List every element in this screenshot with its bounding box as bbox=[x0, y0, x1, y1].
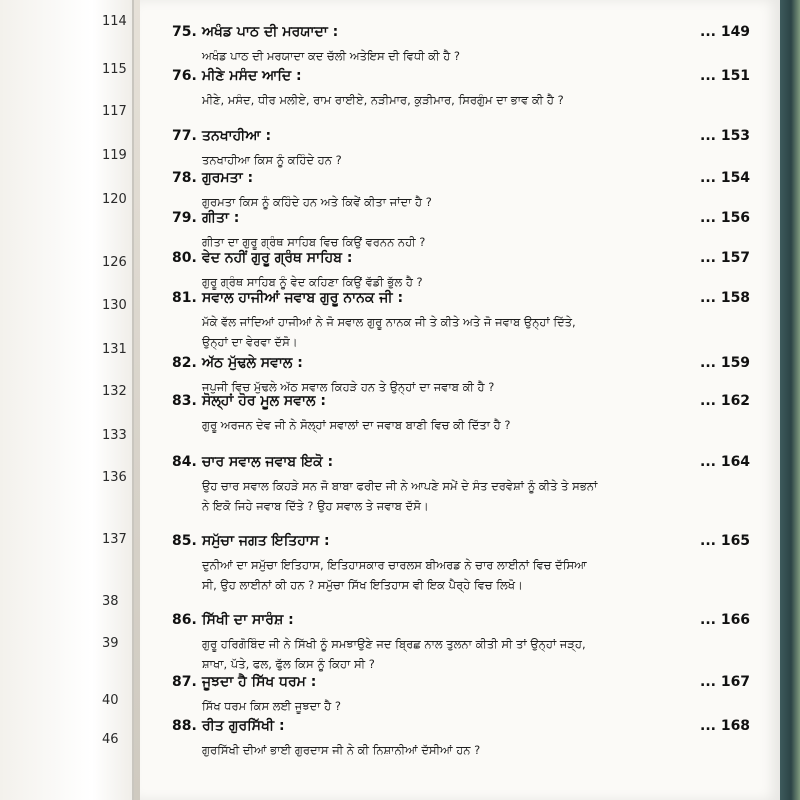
entry-title: ਸਿੱਖੀ ਦਾ ਸਾਰੰਸ਼ : bbox=[202, 612, 294, 628]
entry-page: ... 157 bbox=[700, 250, 751, 266]
entry-description: ਗੀਤਾ ਦਾ ਗੁਰੂ ਗ੍ਰੰਥ ਸਾਹਿਬ ਵਿਚ ਕਿਉਂ ਵਰਨਨ ਨਹੀ ? bbox=[202, 235, 426, 249]
side-page-number: 136 bbox=[102, 470, 127, 485]
entry-title-line bbox=[172, 250, 751, 272]
toc-entry bbox=[172, 128, 751, 170]
side-page-number: 131 bbox=[102, 342, 127, 357]
entry-description: ਅਖੰਡ ਪਾਠ ਦੀ ਮਰਯਾਦਾ ਕਦ ਚੱਲੀ ਅਤੇਇਸ ਦੀ ਵਿਧੀ ਕੀ ਹੈ ? bbox=[202, 49, 461, 63]
entry-title-line bbox=[172, 68, 751, 90]
side-page-number: 130 bbox=[102, 298, 127, 313]
entry-title: ਗੀਤਾ : bbox=[202, 210, 240, 226]
entry-page: ... 168 bbox=[700, 718, 751, 734]
side-page-number: 38 bbox=[102, 594, 119, 609]
entry-title: ਵੇਦ ਨਹੀਂ ਗੁਰੂ ਗ੍ਰੰਥ ਸਾਹਿਬ : bbox=[202, 250, 353, 266]
entry-number: 88. bbox=[172, 718, 197, 734]
entry-description: ਗੁਰੂ ਅਰਜਨ ਦੇਵ ਜੀ ਨੇ ਸੋਲ੍ਹਾਂ ਸਵਾਲਾਂ ਦਾ ਜਵਾਬ ਬਾਣੀ ਵਿਚ ਕੀ ਦਿੱਤਾ ਹੈ ? bbox=[202, 418, 511, 432]
entry-page: ... 153 bbox=[700, 128, 751, 144]
entry-title: ਗੁਰਮਤਾ : bbox=[202, 170, 254, 186]
entry-page: ... 156 bbox=[700, 210, 751, 226]
side-page-number: 115 bbox=[102, 62, 127, 77]
toc-entry bbox=[172, 533, 751, 595]
entry-number: 83. bbox=[172, 393, 197, 409]
entry-page: ... 154 bbox=[700, 170, 751, 186]
entry-title-line bbox=[172, 128, 751, 150]
entry-page: ... 151 bbox=[700, 68, 751, 84]
entry-number: 79. bbox=[172, 210, 197, 226]
toc-entry bbox=[172, 393, 751, 435]
entry-description: ਗੁਰੂ ਹਰਿਗੋਬਿੰਦ ਜੀ ਨੇ ਸਿੱਖੀ ਨੂੰ ਸਮਝਾਉਣੇ ਜਦ ਬ੍ਰਿਛ ਨਾਲ ਤੁਲਨਾ ਕੀਤੀ ਸੀ ਤਾਂ ਉਨ੍ਹਾਂ ਜੜ੍ਹ, ਸ਼ਾਖਾ, ਪੱਤੇ, ਫਲ, ਫੁੱਲ ਕਿਸ ਨੂੰ ਕਿਹਾ ਸੀ ? bbox=[202, 637, 586, 671]
toc-entry bbox=[172, 210, 751, 252]
entry-title: ਸਮੁੱਚਾ ਜਗਤ ਇਤਿਹਾਸ : bbox=[202, 533, 330, 549]
entry-number: 75. bbox=[172, 24, 197, 40]
toc-entry bbox=[172, 454, 751, 516]
entry-title-line bbox=[172, 393, 751, 415]
entry-title: ਤਨਖਾਹੀਆ : bbox=[202, 128, 272, 144]
entry-description: ਮੀਣੇ, ਮਸੰਦ, ਧੀਰ ਮਲੀਏ, ਰਾਮ ਰਾਈਏ, ਨੜੀਮਾਰ, ਕੁੜੀਮਾਰ, ਸਿਰਗੁੰਮ ਦਾ ਭਾਵ ਕੀ ਹੈ ? bbox=[202, 93, 564, 107]
entry-title: ਚਾਰ ਸਵਾਲ ਜਵਾਬ ਇਕੋ : bbox=[202, 454, 334, 470]
toc-entry bbox=[172, 718, 751, 760]
side-page-number: 119 bbox=[102, 148, 127, 163]
entry-number: 77. bbox=[172, 128, 197, 144]
entry-description: ਸਿੱਖ ਧਰਮ ਕਿਸ ਲਈ ਜੂਝਦਾ ਹੈ ? bbox=[202, 699, 341, 713]
entry-title: ਮੀਣੇ ਮਸੰਦ ਆਦਿ : bbox=[202, 68, 302, 84]
entry-number: 87. bbox=[172, 674, 197, 690]
entry-page: ... 167 bbox=[700, 674, 751, 690]
toc-entry bbox=[172, 250, 751, 292]
entry-title-line bbox=[172, 24, 751, 46]
entry-description: ਗੁਰਮਤਾ ਕਿਸ ਨੂੰ ਕਹਿੰਦੇ ਹਨ ਅਤੇ ਕਿਵੇਂ ਕੀਤਾ ਜਾਂਦਾ ਹੈ ? bbox=[202, 195, 432, 209]
entry-page: ... 164 bbox=[700, 454, 751, 470]
entry-title: ਅੱਠ ਮੁੱਢਲੇ ਸਵਾਲ : bbox=[202, 355, 303, 371]
side-page-number: 117 bbox=[102, 104, 127, 119]
side-page-number: 46 bbox=[102, 732, 119, 747]
entry-number: 76. bbox=[172, 68, 197, 84]
toc-entry bbox=[172, 24, 751, 66]
entry-title: ਰੀਤ ਗੁਰਸਿੱਖੀ : bbox=[202, 718, 285, 734]
side-page-number: 126 bbox=[102, 255, 127, 270]
toc-entry bbox=[172, 612, 751, 674]
entry-number: 86. bbox=[172, 612, 197, 628]
book-cover-edge bbox=[780, 0, 800, 800]
side-page-number: 120 bbox=[102, 192, 127, 207]
entry-title-line bbox=[172, 290, 751, 312]
entry-description: ਮੱਕੇ ਵੱਲ ਜਾਂਦਿਆਂ ਹਾਜੀਆਂ ਨੇ ਜੋ ਸਵਾਲ ਗੁਰੂ ਨਾਨਕ ਜੀ ਤੇ ਕੀਤੇ ਅਤੇ ਜੋ ਜਵਾਬ ਉਨ੍ਹਾਂ ਦਿੱਤੇ, ਉਨ੍ਹਾਂ ਦਾ ਵੇਰਵਾ ਦੱਸੋ। bbox=[202, 315, 576, 349]
entry-description: ਦੁਨੀਆਂ ਦਾ ਸਮੁੱਚਾ ਇਤਿਹਾਸ, ਇਤਿਹਾਸਕਾਰ ਚਾਰਲਸ ਬੀਅਰਡ ਨੇ ਚਾਰ ਲਾਈਨਾਂ ਵਿਚ ਦੱਸਿਆ ਸੀ, ਉਹ ਲਾਈਨਾਂ ਕੀ ਹਨ ? ਸਮੁੱਚਾ ਸਿੱਖ ਇਤਿਹਾਸ ਵੀ ਇਕ ਪੈਰ੍ਹੇ ਵਿਚ ਲਿਖੋ। bbox=[202, 558, 587, 592]
side-page-number: 137 bbox=[102, 532, 127, 547]
entry-number: 85. bbox=[172, 533, 197, 549]
entry-number: 81. bbox=[172, 290, 197, 306]
toc-entry bbox=[172, 68, 751, 110]
entry-title-line bbox=[172, 533, 751, 555]
entry-description: ਉਹ ਚਾਰ ਸਵਾਲ ਕਿਹੜੇ ਸਨ ਜੋ ਬਾਬਾ ਫਰੀਦ ਜੀ ਨੇ ਆਪਣੇ ਸਮੇਂ ਦੇ ਸੰਤ ਦਰਵੇਸ਼ਾਂ ਨੂੰ ਕੀਤੇ ਤੇ ਸਭਨਾਂ ਨੇ ਇਕੋ ਜਿਹੇ ਜਵਾਬ ਦਿੱਤੇ ? ਉਹ ਸਵਾਲ ਤੇ ਜਵਾਬ ਦੱਸੋ। bbox=[202, 479, 598, 513]
entry-title-line bbox=[172, 674, 751, 696]
entry-number: 80. bbox=[172, 250, 197, 266]
entry-description: ਜਪੁਜੀ ਵਿਚ ਮੁੱਢਲੇ ਅੱਠ ਸਵਾਲ ਕਿਹੜੇ ਹਨ ਤੇ ਉਨ੍ਹਾਂ ਦਾ ਜਵਾਬ ਕੀ ਹੈ ? bbox=[202, 380, 495, 394]
toc-entry bbox=[172, 355, 751, 397]
entry-title-line bbox=[172, 355, 751, 377]
previous-page-edge bbox=[0, 0, 134, 800]
entry-title-line bbox=[172, 210, 751, 232]
side-page-number: 39 bbox=[102, 636, 119, 651]
entry-page: ... 159 bbox=[700, 355, 751, 371]
entry-title-line bbox=[172, 612, 751, 634]
entry-title: ਅਖੰਡ ਪਾਠ ਦੀ ਮਰਯਾਦਾ : bbox=[202, 24, 339, 40]
entry-page: ... 158 bbox=[700, 290, 751, 306]
entry-number: 78. bbox=[172, 170, 197, 186]
entry-page: ... 165 bbox=[700, 533, 751, 549]
entry-title: ਸਵਾਲ ਹਾਜੀਆਂ ਜਵਾਬ ਗੁਰੂ ਨਾਨਕ ਜੀ : bbox=[202, 290, 404, 306]
entry-description: ਗੁਰੂ ਗ੍ਰੰਥ ਸਾਹਿਬ ਨੂੰ ਵੇਦ ਕਹਿਣਾ ਕਿਉਂ ਵੱਡੀ ਭੁੱਲ ਹੈ ? bbox=[202, 275, 423, 289]
entry-title-line bbox=[172, 170, 751, 192]
entry-page: ... 149 bbox=[700, 24, 751, 40]
entry-page: ... 162 bbox=[700, 393, 751, 409]
side-page-number: 40 bbox=[102, 693, 119, 708]
entry-page: ... 166 bbox=[700, 612, 751, 628]
entry-number: 84. bbox=[172, 454, 197, 470]
entry-description: ਤਨਖਾਹੀਆ ਕਿਸ ਨੂੰ ਕਹਿੰਦੇ ਹਨ ? bbox=[202, 153, 342, 167]
entry-title: ਸੋਲ੍ਹਾਂ ਹੋਰ ਮੂਲ ਸਵਾਲ : bbox=[202, 393, 326, 409]
entry-title-line bbox=[172, 718, 751, 740]
toc-entry bbox=[172, 290, 751, 352]
side-page-number: 132 bbox=[102, 384, 127, 399]
entry-title: ਜੂਝਦਾ ਹੈ ਸਿੱਖ ਧਰਮ : bbox=[202, 674, 317, 690]
side-page-number: 133 bbox=[102, 428, 127, 443]
toc-entry bbox=[172, 170, 751, 212]
entry-number: 82. bbox=[172, 355, 197, 371]
entry-title-line bbox=[172, 454, 751, 476]
entry-description: ਗੁਰਸਿੱਖੀ ਦੀਆਂ ਭਾਈ ਗੁਰਦਾਸ ਜੀ ਨੇ ਕੀ ਨਿਸ਼ਾਨੀਆਂ ਦੱਸੀਆਂ ਹਨ ? bbox=[202, 743, 481, 757]
side-page-number: 114 bbox=[102, 14, 127, 29]
toc-entry bbox=[172, 674, 751, 716]
